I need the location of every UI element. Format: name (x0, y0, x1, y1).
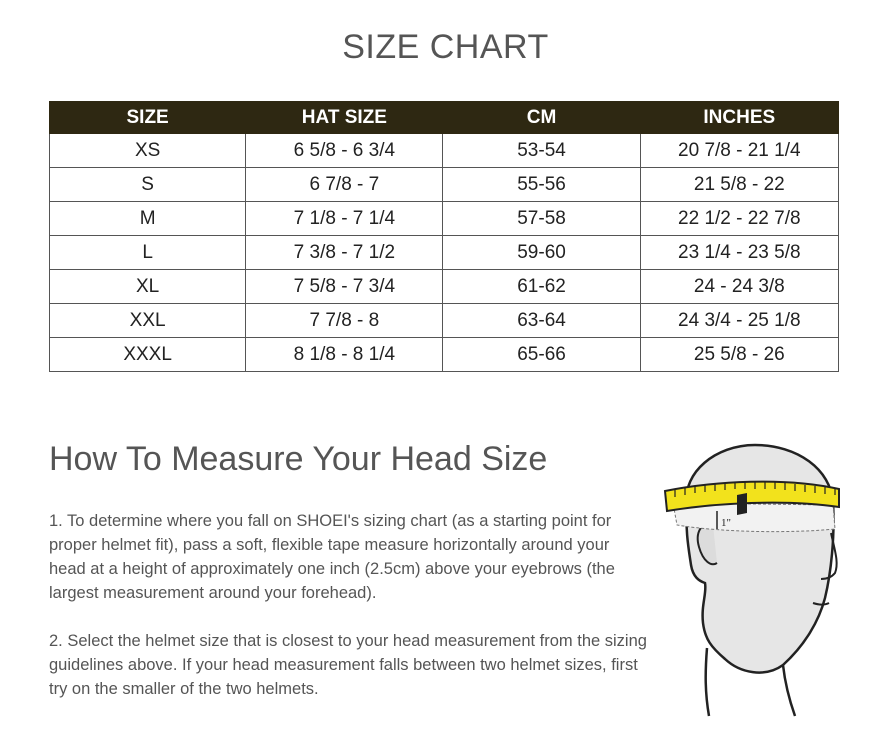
inch-label: 1" (721, 517, 731, 529)
size-chart-table (49, 101, 839, 372)
cell-cm: 57-58 (443, 202, 640, 236)
cell-cm: 59-60 (443, 236, 640, 270)
cell-hat-size: 6 7/8 - 7 (246, 168, 443, 202)
instruction-step-2: 2. Select the helmet size that is closest to your head measurement from the sizing guidelines above. If your head measurement falls between two helmet sizes, first try on the smaller of the two helmets. (49, 632, 647, 698)
cell-hat-size: 6 5/8 - 6 3/4 (246, 134, 443, 168)
cell-hat-size: 7 7/8 - 8 (246, 304, 443, 338)
header-size: SIZE (50, 102, 246, 134)
header-hat-size: HAT SIZE (246, 102, 443, 134)
cell-inches: 22 1/2 - 22 7/8 (640, 202, 838, 236)
table-row (50, 304, 839, 338)
cell-inches: 20 7/8 - 21 1/4 (640, 134, 838, 168)
cell-size: L (50, 236, 246, 270)
cell-size: XS (50, 134, 246, 168)
cell-cm: 65-66 (443, 338, 640, 372)
cell-hat-size: 7 3/8 - 7 1/2 (246, 236, 443, 270)
cell-size: XXXL (50, 338, 246, 372)
cell-cm: 55-56 (443, 168, 640, 202)
header-inches: INCHES (640, 102, 838, 134)
cell-inches: 25 5/8 - 26 (640, 338, 838, 372)
cell-hat-size: 7 5/8 - 7 3/4 (246, 270, 443, 304)
cell-inches: 24 - 24 3/8 (640, 270, 838, 304)
cell-size: XL (50, 270, 246, 304)
cell-cm: 63-64 (443, 304, 640, 338)
table-header-row (50, 102, 839, 134)
header-cm: CM (443, 102, 640, 134)
page-title: SIZE CHART (342, 28, 549, 66)
cell-inches: 23 1/4 - 23 5/8 (640, 236, 838, 270)
cell-size: S (50, 168, 246, 202)
cell-size: M (50, 202, 246, 236)
cell-cm: 53-54 (443, 134, 640, 168)
measure-instructions (49, 509, 649, 725)
table-row (50, 270, 839, 304)
head-measurement-icon (655, 433, 845, 718)
table-row (50, 338, 839, 372)
instruction-step-1: 1. To determine where you fall on SHOEI's sizing chart (as a starting point for proper helmet fit), pass a soft, flexible tape measure horizontally around your head at a height of approximately one inch (2.5cm) above your eyebrows (the largest measurement around your forehead). (49, 512, 615, 602)
cell-inches: 21 5/8 - 22 (640, 168, 838, 202)
measure-heading: How To Measure Your Head Size (49, 440, 548, 478)
table-row (50, 236, 839, 270)
table-row (50, 134, 839, 168)
cell-inches: 24 3/4 - 25 1/8 (640, 304, 838, 338)
cell-cm: 61-62 (443, 270, 640, 304)
tape-end-clip (737, 493, 747, 515)
table-row (50, 168, 839, 202)
table-row (50, 202, 839, 236)
cell-hat-size: 7 1/8 - 7 1/4 (246, 202, 443, 236)
cell-size: XXL (50, 304, 246, 338)
cell-hat-size: 8 1/8 - 8 1/4 (246, 338, 443, 372)
